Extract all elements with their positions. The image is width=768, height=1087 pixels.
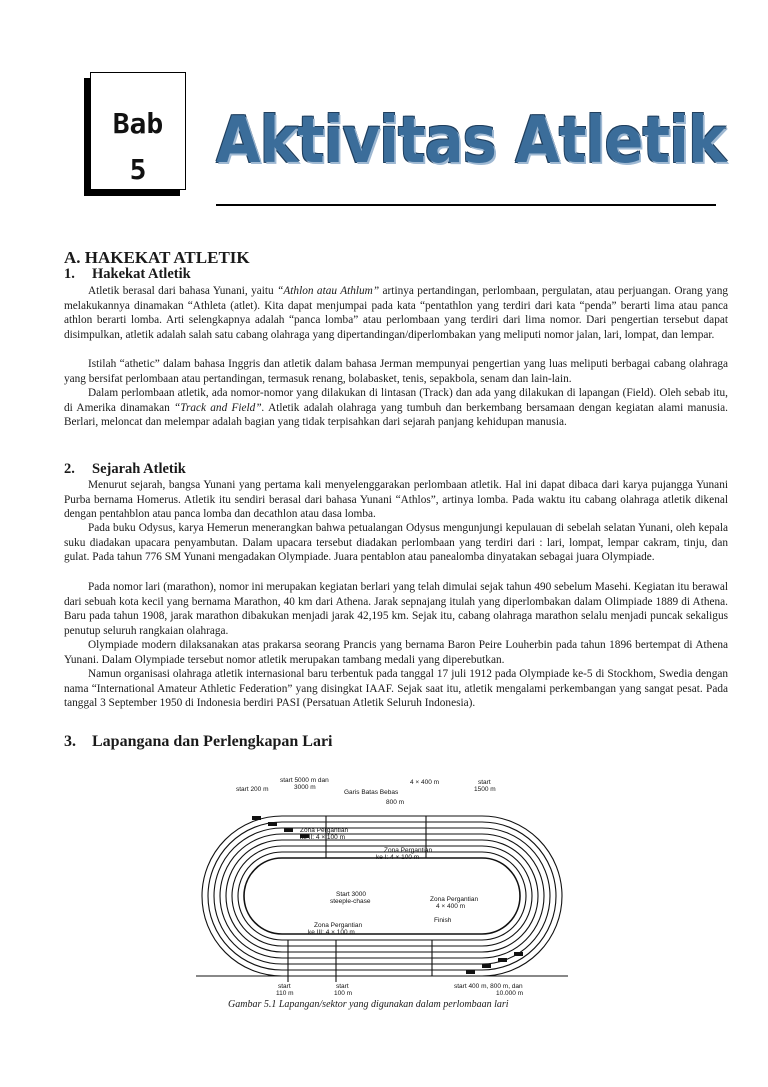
subsection-1-heading [64,266,191,283]
label-start-100-b: 100 m [334,990,353,997]
subsection-3-heading [64,733,333,751]
label-garis-batas: Garis Batas Bebas [344,789,399,796]
label-start-400-b: 10.000 m [496,990,524,997]
s2-paragraph-3: Pada nomor lari (marathon), nomor ini merupakan kegiatan berlari yang telah dimulai sejak tahun 490 sebelum Masehi. Kegiatan itu berawal dari sebuah kota kecil yang bernama Marathon, 40 km dari Athena. Jarak sepnajang itulah yang diperlombakan dalam Olimpiade 1889 di Athena. Baru pada tahun 1908, jarak marathon dibakukan menjadi jarak 42,195 km. Sejak itu, cabang olahraga marathon selalu menjadi puncak sekaligus penutup seluruh rangkaian olahraga. [64,581,728,637]
label-start-100: start [336,983,349,990]
label-start-5000-b: 3000 m [294,784,316,791]
subsection-2-heading [64,461,186,478]
s2-paragraph-5: Namun organisasi olahraga atletik internasional baru terbentuk pada tanggal 17 juli 1912 pada Olympiade ke-5 di Stockhom, Swedia dengan nama “International Amateur Athletic Federation” yang disingkat IAAF. Sejak saat itu, atletik mengalami perkembangan yang sangat pesat. Pada tanggal 3 September 1950 di Indonesia berdiri PASI (Persatuan Atletik Seluruh Indonesia). [64,668,728,709]
s1-p1-term: “Athlon atau Athlum” [277,285,380,297]
label-zona-iii: Zona Pergantian [314,922,363,929]
subsection-3-title: Lapangana dan Perlengkapan Lari [92,733,333,750]
lane-6 [232,846,532,946]
s1-paragraph-1 [64,284,728,342]
s1-p3-text-a: Dalam perlombaan atletik, ada nomor-nomor yang dilakukan di lintasan (Track) dan ada yang dilakukan di lapangan (Field). Oleh sebab itu, di Amerika dinamakan [64,387,728,414]
label-finish: Finish [434,917,452,924]
s1-p1-text-b: artinya pertandingan, perlombaan, pergulatan, atau perjuangan. Orang yang melakukannya dinamakan “Athleta (atlet). Kita dapat menjumpai pada kata “pentathlon yang terdiri dari kata “penda” berarti lima atau panca athlon berarti lomba. Arti selengkapnya adalah “panca lomba” atau perlombaan yang terdiri dari lima nomor. Dari pengertian tersebut dapat disimpulkan, atletik adalah salah satu cabang olahraga yang dipertandingan/diperlombakan yang meliputi nomor jalan, lari, lompat, dan lempar. [64,285,728,341]
label-start-200: start 200 m [236,786,269,793]
chapter-number: 5 [129,153,147,186]
s1-paragraph-2: Istilah “athetic” dalam bahasa Inggris dan atletik dalam bahasa Jerman mempunyai pengertian yang luas meliputi berbagai cabang olahraga yang bersifat perlombaan atau pertandingan, termasuk renang, bolabasket, tenis, sepakbola, senam dan lain-lain. [64,358,728,385]
lane-3 [214,828,550,964]
s1-p3-text-b: Atletik adalah olahraga yang tumbuh dan berkembang bersamaan dengan kegiatan alami manusia. Berlari, meloncat dan melempar adalah bagian yang tidak terpisahkan dari sejarah panjang kehidupan manusia. [64,401,728,428]
label-800m: 800 m [386,799,405,806]
lane-inner [244,858,520,934]
track-diagram [196,776,568,998]
chapter-label: Bab [112,107,164,140]
label-start-110: start [278,983,291,990]
label-zona-i: Zona Pergantian [384,847,433,854]
label-zona-4x400: Zona Pergantian [430,896,479,903]
track-svg [196,776,568,998]
label-start-110-b: 110 m [276,990,294,997]
label-zona-ii-b: ke II: 4 × 100 m [300,834,345,841]
subsection-1-title: Hakekat Atletik [92,266,191,282]
chapter-title: Aktivitas Atletik [216,104,726,178]
label-start-400: start 400 m, 800 m, dan [454,983,523,990]
label-zona-iii-b: ke III: 4 × 100 m [308,929,355,936]
lane-7 [238,852,526,940]
label-start-1500-b: 1500 m [474,786,496,793]
s2-paragraph-1: Menurut sejarah, bangsa Yunani yang pertama kali menyelenggarakan perlombaan atletik. Hal ini dapat dibaca dari karya pujangga Yunani Purba bernama Homerus. Atletik itu sendiri berasal dari bahasa Yunani “Athlos”, artinya lomba. Pada waktu itu cabang olahraga atletik dikenal dengan pentahblon atau panca lomba dan decathlon atau dasa lomba. [64,479,728,520]
label-start-3000: Start 3000 [336,891,366,898]
s1-p3-term: “Track and Field”. [174,401,265,414]
subsection-2-number: 2. [64,461,75,477]
subsection-1-number: 1. [64,266,75,282]
lane-4 [220,834,544,958]
figure-caption: Gambar 5.1 Lapangan/sektor yang digunakan dalam perlombaan lari [228,999,509,1010]
label-start-5000: start 5000 m dan [280,777,329,784]
subsection-3-number: 3. [64,733,76,750]
chapter-box [90,72,186,190]
label-steeple: steeple-chase [330,898,371,905]
title-rule [216,204,716,206]
label-zona-4x400-b: 4 × 400 m [436,903,466,910]
s2-paragraph-2: Pada buku Odysus, karya Hemerun menerangkan bahwa petualangan Odysus mengunjungi kepulauan di sebelah selatan Yunani, oleh kepala suku diadakan upacara penyambutan. Dalam upacara tersebut diadakan perlombaan yang terdiri dari : lari, lompat, lempar cakram, tinju, dan gulat. Pada tahun 776 SM Yunani mengadakan Olympiade. Juara pentablon atau panealomba dinyatakan sebagai juara Olympiade. [64,522,728,563]
subsection-2-title: Sejarah Atletik [92,461,186,477]
s1-paragraph-3 [64,386,728,430]
section-a-heading: A. HAKEKAT ATLETIK [64,248,250,267]
track-lanes [196,816,568,982]
label-start-1500: start [478,779,491,786]
s2-paragraph-4: Olympiade modern dilaksanakan atas prakarsa seorang Prancis yang bernama Baron Peire Louherbin pada tahun 1896 bertempat di Athena Yunani. Dalam Olympiade tersebut nomor atletik merupakan tambang medali yang diperebutkan. [64,639,728,666]
label-zona-i-b: ke I: 4 × 100 m [376,854,420,861]
label-zona-ii: Zona Pergantian [300,827,349,834]
label-relay-4x400: 4 × 400 m [410,779,440,786]
s1-p1-text-a: Atletik berasal dari bahasa Yunani, yaitu [88,285,278,297]
